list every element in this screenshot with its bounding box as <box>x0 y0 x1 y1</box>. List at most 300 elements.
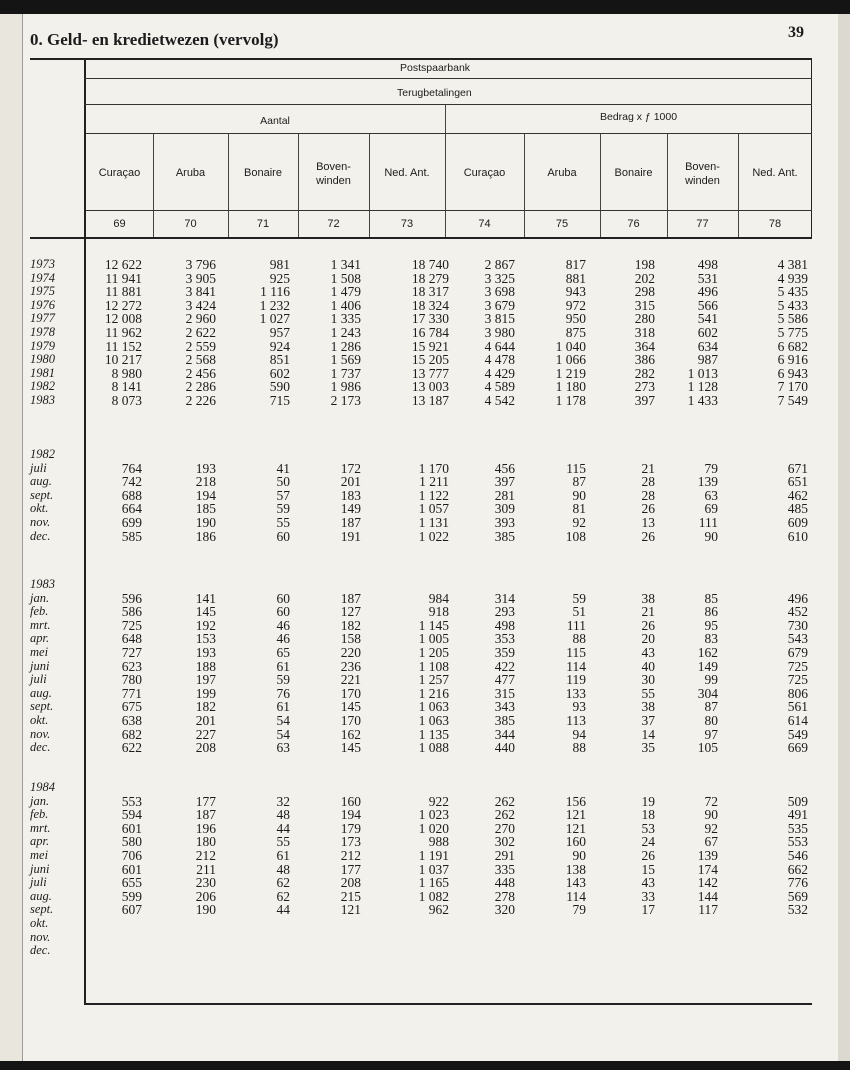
table-cell: 13 003 <box>411 379 449 395</box>
data-column <box>445 258 515 408</box>
table-cell: 111 <box>566 617 586 633</box>
table-cell: 28 <box>641 487 655 503</box>
table-cell: 85 <box>704 590 718 606</box>
table-cell: 957 <box>269 324 290 340</box>
row-label: 1977 <box>30 311 55 326</box>
table-cell: 386 <box>634 352 655 368</box>
table-cell: 273 <box>634 379 655 395</box>
table-cell: 984 <box>428 590 449 606</box>
table-cell: 4 381 <box>777 257 808 272</box>
table-cell: 199 <box>195 685 216 701</box>
row-label: juli <box>30 875 47 890</box>
table-cell <box>585 931 655 945</box>
table-cell: 177 <box>340 861 361 877</box>
table-cell <box>379 944 449 958</box>
table-cell: 87 <box>572 474 586 490</box>
table-cell: 60 <box>276 604 290 620</box>
table-cell: 651 <box>787 474 808 490</box>
table-cell <box>72 931 142 945</box>
table-cell <box>72 448 142 462</box>
table-cell: 182 <box>340 617 361 633</box>
table-cell: 648 <box>121 631 142 647</box>
table-cell: 43 <box>641 875 655 891</box>
table-cell: 602 <box>269 365 290 381</box>
table-cell: 291 <box>494 847 515 863</box>
title-rule <box>30 58 812 60</box>
table-cell: 145 <box>195 604 216 620</box>
table-cell: 121 <box>565 820 586 836</box>
table-cell: 198 <box>634 257 655 272</box>
table-cell: 1 063 <box>418 712 449 728</box>
data-column <box>738 258 808 408</box>
table-cell: 532 <box>787 902 808 918</box>
table-cell: 531 <box>697 270 718 286</box>
table-cell: 88 <box>572 631 586 647</box>
table-cell: 54 <box>276 712 290 728</box>
table-cell <box>585 448 655 462</box>
table-cell: 202 <box>634 270 655 286</box>
table-cell: 981 <box>269 257 290 272</box>
table-cell: 817 <box>565 257 586 272</box>
row-label: jan. <box>30 590 50 605</box>
table-cell: 117 <box>698 902 718 918</box>
table-cell: 61 <box>276 847 290 863</box>
table-cell <box>738 578 808 592</box>
table-cell: 94 <box>572 726 586 742</box>
table-cell: 580 <box>121 834 142 850</box>
table-cell: 76 <box>276 685 290 701</box>
data-column <box>146 781 216 958</box>
table-cell <box>585 578 655 592</box>
table-cell: 160 <box>565 834 586 850</box>
data-column <box>445 781 515 958</box>
table-cell: 37 <box>641 712 655 728</box>
table-cell: 1 170 <box>418 460 449 476</box>
row-label: 1983 <box>30 577 55 591</box>
table-cell: 60 <box>276 590 290 606</box>
table-cell: 715 <box>269 392 290 408</box>
table-cell: 3 698 <box>484 284 515 300</box>
table-cell: 1 037 <box>418 861 449 877</box>
column-header: Aruba <box>175 167 206 179</box>
table-cell: 1 433 <box>687 392 718 408</box>
table-cell: 145 <box>340 740 361 756</box>
table-cell <box>291 578 361 592</box>
table-cell <box>738 944 808 958</box>
data-column <box>72 258 142 408</box>
table-cell: 315 <box>634 297 655 313</box>
table-cell: 1 088 <box>418 740 449 756</box>
row-label: apr. <box>30 631 50 646</box>
column-header: Curaçao <box>98 167 141 179</box>
table-cell: 2 173 <box>330 392 361 408</box>
table-cell: 549 <box>787 726 808 742</box>
data-column <box>291 578 361 755</box>
table-cell: 138 <box>565 861 586 877</box>
table-cell: 596 <box>121 590 142 606</box>
table-cell: 988 <box>428 834 449 850</box>
row-label: 1973 <box>30 257 55 271</box>
table-cell: 188 <box>195 658 216 674</box>
table-cell: 194 <box>340 807 361 823</box>
table-cell: 18 317 <box>411 284 449 300</box>
table-cell <box>445 917 515 931</box>
column-header: Aruba <box>547 167 577 179</box>
table-cell <box>72 917 142 931</box>
row-label: juli <box>30 460 47 475</box>
table-cell: 385 <box>494 712 515 728</box>
table-cell: 599 <box>121 888 142 904</box>
data-column <box>585 258 655 408</box>
table-cell: 61 <box>276 699 290 715</box>
table-cell: 1 116 <box>260 284 290 300</box>
table-cell: 111 <box>698 514 718 530</box>
column-number: 72 <box>327 218 340 230</box>
table-cell: 3 815 <box>484 311 515 327</box>
table-cell: 30 <box>641 672 655 688</box>
table-cell: 679 <box>787 644 808 660</box>
table-cell: 1 232 <box>259 297 290 313</box>
table-cell: 185 <box>195 501 216 517</box>
table-cell: 1 219 <box>555 365 586 381</box>
table-cell: 7 549 <box>777 392 808 408</box>
table-cell: 1 022 <box>418 528 449 544</box>
table-cell: 211 <box>196 861 216 877</box>
data-column <box>738 578 808 755</box>
table-cell <box>220 448 290 462</box>
data-column <box>648 781 718 958</box>
table-cell: 83 <box>704 631 718 647</box>
table-cell: 60 <box>276 528 290 544</box>
table-cell: 590 <box>269 379 290 395</box>
table-bottom-rule <box>84 1003 812 1005</box>
table-cell: 90 <box>572 847 586 863</box>
header-aantal: Aantal <box>260 115 290 127</box>
row-label: mei <box>30 847 49 862</box>
row-label: feb. <box>30 604 49 619</box>
table-cell: 227 <box>195 726 216 742</box>
table-cell: 440 <box>494 740 515 756</box>
table-cell: 46 <box>276 631 290 647</box>
table-cell: 14 <box>641 726 655 742</box>
table-cell: 33 <box>641 888 655 904</box>
table-cell <box>738 917 808 931</box>
table-cell: 385 <box>494 528 515 544</box>
data-column <box>220 258 290 408</box>
table-cell: 187 <box>340 514 361 530</box>
table-cell: 7 170 <box>777 379 808 395</box>
table-cell <box>291 931 361 945</box>
data-column <box>445 578 515 755</box>
table-cell: 485 <box>787 501 808 517</box>
data-column <box>291 448 361 543</box>
table-cell: 139 <box>697 847 718 863</box>
table-cell: 634 <box>697 338 718 354</box>
table-cell: 26 <box>641 847 655 863</box>
table-cell: 8 980 <box>111 365 142 381</box>
table-cell: 1 023 <box>418 807 449 823</box>
table-cell: 725 <box>787 658 808 674</box>
table-cell: 3 980 <box>484 324 515 340</box>
table-cell: 1 040 <box>555 338 586 354</box>
row-label: nov. <box>30 929 51 944</box>
table-cell: 1 205 <box>418 644 449 660</box>
table-cell: 477 <box>494 672 515 688</box>
table-cell: 543 <box>787 631 808 647</box>
column-header: Curaçao <box>463 167 506 179</box>
table-cell: 196 <box>195 820 216 836</box>
table-cell: 4 478 <box>484 352 515 368</box>
table-cell <box>220 781 290 795</box>
table-cell: 535 <box>787 820 808 836</box>
table-cell: 41 <box>276 460 290 476</box>
table-cell: 875 <box>565 324 586 340</box>
table-cell: 675 <box>121 699 142 715</box>
page-title: 0. Geld- en kredietwezen (vervolg) <box>30 30 279 49</box>
header-bottom-rule <box>30 237 812 239</box>
table-cell: 1 108 <box>418 658 449 674</box>
row-label: 1974 <box>30 270 55 285</box>
table-cell: 114 <box>566 658 586 674</box>
table-cell: 278 <box>494 888 515 904</box>
table-cell: 1 341 <box>330 257 361 272</box>
column-number: 77 <box>696 218 709 230</box>
table-cell: 183 <box>340 487 361 503</box>
table-cell: 764 <box>121 460 142 476</box>
table-cell: 1 986 <box>330 379 361 395</box>
table-cell: 706 <box>121 847 142 863</box>
row-label-column <box>30 448 55 543</box>
row-label: okt. <box>30 915 49 930</box>
table-cell: 177 <box>195 793 216 809</box>
row-label: mrt. <box>30 617 51 632</box>
data-column <box>379 258 449 408</box>
table-cell: 139 <box>697 474 718 490</box>
table-cell <box>516 448 586 462</box>
table-cell: 1 066 <box>555 352 586 368</box>
table-cell: 133 <box>565 685 586 701</box>
table-cell: 3 325 <box>484 270 515 286</box>
table-cell: 11 941 <box>105 270 142 286</box>
data-column <box>146 578 216 755</box>
table-cell: 92 <box>572 514 586 530</box>
table-cell <box>648 931 718 945</box>
data-column <box>220 578 290 755</box>
table-cell: 662 <box>787 861 808 877</box>
table-cell: 12 008 <box>104 311 142 327</box>
table-cell: 13 <box>641 514 655 530</box>
table-cell: 2 226 <box>185 392 216 408</box>
table-cell: 87 <box>704 699 718 715</box>
table-cell: 3 679 <box>484 297 515 313</box>
table-cell: 553 <box>121 793 142 809</box>
table-cell: 12 272 <box>104 297 142 313</box>
table-cell: 55 <box>276 514 290 530</box>
table-cell: 806 <box>787 685 808 701</box>
table-cell: 688 <box>121 487 142 503</box>
table-cell: 187 <box>195 807 216 823</box>
table-cell: 99 <box>704 672 718 688</box>
table-cell: 143 <box>565 875 586 891</box>
page-number: 39 <box>788 24 804 41</box>
table-cell <box>220 578 290 592</box>
table-cell: 113 <box>566 712 586 728</box>
table-cell: 304 <box>697 685 718 701</box>
table-cell: 491 <box>787 807 808 823</box>
table-cell: 8 073 <box>111 392 142 408</box>
table-cell: 6 916 <box>777 352 808 368</box>
row-label: mei <box>30 644 49 659</box>
data-column <box>738 781 808 958</box>
left-page-margin <box>0 14 23 1061</box>
table-cell: 156 <box>565 793 586 809</box>
table-cell: 92 <box>704 820 718 836</box>
table-cell <box>445 448 515 462</box>
table-cell: 24 <box>641 834 655 850</box>
table-cell: 95 <box>704 617 718 633</box>
table-cell: 119 <box>566 672 586 688</box>
table-cell: 602 <box>697 324 718 340</box>
table-cell <box>146 931 216 945</box>
table-cell: 206 <box>195 888 216 904</box>
table-cell: 4 429 <box>484 365 515 381</box>
table-cell: 320 <box>494 902 515 918</box>
bottom-scan-border <box>0 1061 850 1070</box>
table-cell: 149 <box>697 658 718 674</box>
column-header: Ned. Ant. <box>384 167 430 179</box>
table-cell: 192 <box>195 617 216 633</box>
table-cell: 1 257 <box>418 672 449 688</box>
table-cell <box>585 944 655 958</box>
table-cell: 2 559 <box>185 338 216 354</box>
table-cell: 561 <box>787 699 808 715</box>
table-cell <box>291 448 361 462</box>
table-cell: 212 <box>340 847 361 863</box>
table-cell: 281 <box>494 487 515 503</box>
table-cell: 97 <box>704 726 718 742</box>
table-cell <box>72 944 142 958</box>
table-cell: 51 <box>572 604 586 620</box>
row-label: aug. <box>30 474 52 489</box>
group-rule <box>84 78 812 79</box>
table-cell: 943 <box>565 284 586 300</box>
column-header: Boven- winden <box>685 161 720 187</box>
table-cell <box>516 917 586 931</box>
table-cell: 364 <box>634 338 655 354</box>
table-cell: 121 <box>340 902 361 918</box>
table-cell <box>379 917 449 931</box>
data-column <box>146 448 216 543</box>
data-column <box>220 781 290 958</box>
data-column <box>585 578 655 755</box>
table-cell: 220 <box>340 644 361 660</box>
row-label: 1981 <box>30 365 55 380</box>
table-cell <box>379 578 449 592</box>
header-subgroup-terugbetalingen: Terugbetalingen <box>397 87 472 99</box>
table-cell: 924 <box>269 338 290 354</box>
column-number: 73 <box>400 218 414 230</box>
table-cell: 26 <box>641 501 655 517</box>
row-label: 1975 <box>30 284 55 299</box>
table-cell: 59 <box>276 501 290 517</box>
table-cell: 32 <box>276 793 290 809</box>
data-column <box>648 258 718 408</box>
table-cell: 17 330 <box>411 311 449 327</box>
table-cell: 93 <box>572 699 586 715</box>
table-cell: 1 131 <box>418 514 449 530</box>
data-column <box>72 578 142 755</box>
data-column <box>146 258 216 408</box>
data-column <box>585 781 655 958</box>
table-cell: 208 <box>340 875 361 891</box>
table-cell <box>220 931 290 945</box>
table-cell: 742 <box>121 474 142 490</box>
table-cell: 149 <box>340 501 361 517</box>
table-cell: 262 <box>494 807 515 823</box>
row-label-column <box>30 781 55 958</box>
table-cell <box>146 578 216 592</box>
table-cell: 1 180 <box>555 379 586 395</box>
row-label: sept. <box>30 487 54 502</box>
table-cell: 353 <box>494 631 515 647</box>
table-cell: 15 921 <box>411 338 449 354</box>
table-cell: 1 027 <box>259 311 290 327</box>
table-cell: 622 <box>121 740 142 756</box>
table-cell: 730 <box>787 617 808 633</box>
table-cell: 63 <box>276 740 290 756</box>
row-label: 1983 <box>30 392 55 407</box>
row-label: 1980 <box>30 352 55 367</box>
table-cell: 215 <box>340 888 361 904</box>
table-cell: 546 <box>787 847 808 863</box>
row-label: nov. <box>30 726 51 741</box>
table-cell: 18 324 <box>411 297 449 313</box>
column-number: 75 <box>555 218 569 230</box>
table-cell: 881 <box>565 270 586 286</box>
table-cell: 462 <box>787 487 808 503</box>
table-cell: 63 <box>704 487 718 503</box>
table-cell: 1 211 <box>419 474 449 490</box>
table-cell: 62 <box>276 875 290 891</box>
table-cell: 160 <box>340 793 361 809</box>
table-cell: 1 057 <box>418 501 449 517</box>
table-cell: 302 <box>494 834 515 850</box>
table-cell: 566 <box>697 297 718 313</box>
row-label: 1979 <box>30 338 55 353</box>
row-label: juni <box>30 658 50 673</box>
table-cell: 448 <box>494 875 515 891</box>
right-page-edge <box>838 14 850 1061</box>
table-cell: 173 <box>340 834 361 850</box>
table-cell: 80 <box>704 712 718 728</box>
table-cell <box>648 448 718 462</box>
table-cell: 15 <box>641 861 655 877</box>
table-cell: 191 <box>340 528 361 544</box>
table-cell: 315 <box>494 685 515 701</box>
table-cell <box>379 781 449 795</box>
table-cell: 1 135 <box>418 726 449 742</box>
table-cell: 282 <box>634 365 655 381</box>
table-cell: 208 <box>195 740 216 756</box>
data-column <box>220 448 290 543</box>
table-cell: 55 <box>276 834 290 850</box>
table-cell: 1 508 <box>330 270 361 286</box>
table-cell <box>445 578 515 592</box>
table-cell: 496 <box>787 590 808 606</box>
table-cell: 776 <box>787 875 808 891</box>
table-cell: 19 <box>641 793 655 809</box>
colname-rule <box>86 210 812 211</box>
